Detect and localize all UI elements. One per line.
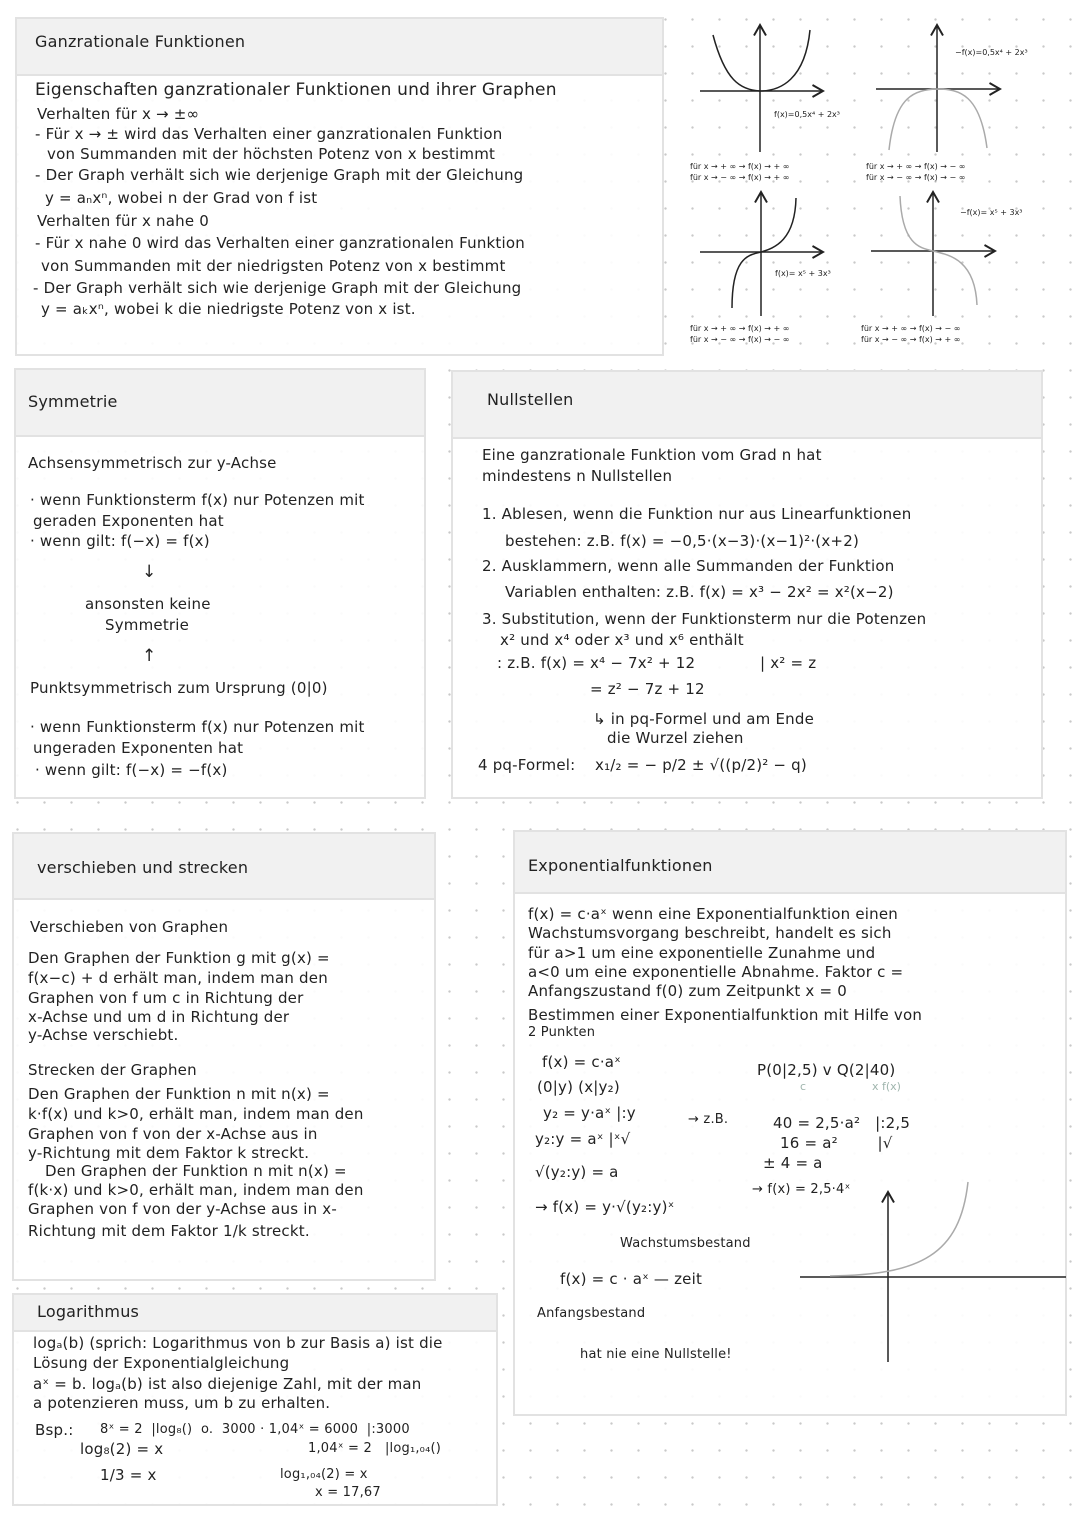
text-line: P(0|2,5) v Q(2|40)	[757, 1061, 896, 1079]
text-line: Wachstumsbestand	[620, 1236, 751, 1251]
graph-label: f(x)=0,5x⁴ + 2x³	[774, 110, 840, 119]
text-line: 2. Ausklammern, wenn alle Summanden der Funktion	[482, 557, 895, 575]
text-line: k·f(x) und k>0, erhält man, indem man den	[28, 1105, 364, 1123]
text-line: 1,04ˣ = 2 |log₁,₀₄()	[308, 1441, 442, 1456]
text-line: Punktsymmetrisch zum Ursprung (0|0)	[30, 679, 328, 697]
text-line: · wenn gilt: f(−x) = f(x)	[30, 532, 210, 550]
curve-quartic	[713, 30, 810, 91]
text-line: | x² = z	[760, 654, 817, 672]
text-line: bestehen: z.B. f(x) = −0,5·(x−3)·(x−1)²·(x+2)	[505, 532, 859, 550]
section-title: verschieben und strecken	[37, 858, 249, 877]
arrow-down-icon: ↓	[142, 562, 157, 582]
text-line: x-Achse und um d in Richtung der	[28, 1008, 290, 1026]
text-line: y₂ = y·aˣ |:y	[543, 1104, 636, 1122]
text-line: hat nie eine Nullstelle!	[580, 1347, 732, 1362]
text-line: Verhalten für x nahe 0	[37, 212, 209, 230]
text-line: · wenn Funktionsterm f(x) nur Potenzen mit	[30, 491, 365, 509]
graph-limit-row: für x → − ∞ → f(x) → + ∞	[690, 173, 790, 182]
section-title: Logarithmus	[37, 1302, 140, 1321]
text-line: f(x−c) + d erhält man, indem man den	[28, 969, 328, 987]
text-line: (0|y) (x|y₂)	[537, 1078, 620, 1096]
section-title: Exponentialfunktionen	[528, 856, 713, 875]
text-line: ungeraden Exponenten hat	[33, 739, 244, 757]
text-line: - Für x nahe 0 wird das Verhalten einer ganzrationalen Funktion	[35, 234, 525, 252]
text-line: → z.B.	[688, 1112, 729, 1127]
text-line: Anfangsbestand	[537, 1306, 646, 1321]
graph-label: f(x)= x⁵ + 3x³	[775, 269, 831, 278]
text-line: Anfangszustand f(0) zum Zeitpunkt x = 0	[528, 982, 847, 1000]
text-line: x² und x⁴ oder x³ und x⁶ enthält	[500, 631, 744, 649]
text-line: geraden Exponenten hat	[33, 512, 224, 530]
text-line: y = aₖxⁿ, wobei k die niedrigste Potenz von x ist.	[41, 300, 416, 318]
text-line: x = 17,67	[315, 1485, 381, 1500]
pq-formula: x₁/₂ = − p/2 ± √((p/2)² − q)	[595, 756, 807, 774]
text-line: f(x) = c·aˣ wenn eine Exponentialfunktion einen	[528, 905, 899, 923]
text-line: = z² − 7z + 12	[590, 680, 705, 698]
text-line: Den Graphen der Funktion g mit g(x) =	[28, 949, 330, 967]
text-line: Achsensymmetrisch zur y-Achse	[28, 454, 277, 472]
text-line: - Der Graph verhält sich wie derjenige Graph mit der Gleichung	[33, 279, 522, 297]
text-line: von Summanden mit der höchsten Potenz von x bestimmt	[47, 145, 496, 163]
text-line: Eine ganzrationale Funktion vom Grad n hat	[482, 446, 822, 464]
text-line: y₂:y = aˣ |ˣ√	[535, 1130, 631, 1148]
graph-limit-row: für x → + ∞ → f(x) → − ∞	[866, 162, 966, 171]
text-line: Verschieben von Graphen	[30, 918, 229, 936]
text-line: 4 pq-Formel:	[478, 756, 576, 774]
text-line: aˣ = b. logₐ(b) ist also diejenige Zahl, mit der man	[33, 1375, 422, 1393]
text-line: Symmetrie	[105, 616, 190, 634]
graph-limit-row: für x → − ∞ → f(x) → − ∞	[690, 335, 790, 344]
text-line: a<0 um eine exponentielle Abnahme. Faktor c =	[528, 963, 904, 981]
text-line: mindestens n Nullstellen	[482, 467, 673, 485]
text-line: y-Achse verschiebt.	[28, 1026, 179, 1044]
text-line: Den Graphen der Funktion n mit n(x) =	[45, 1162, 347, 1180]
text-line: a potenzieren muss, um b zu erhalten.	[33, 1394, 331, 1412]
text-line: Bestimmen einer Exponentialfunktion mit Hilfe von	[528, 1006, 923, 1024]
text-line: Graphen von f von der x-Achse aus in	[28, 1125, 318, 1143]
graph-label: −f(x)= x⁵ + 3x³	[960, 208, 1023, 217]
text-line: - Für x → ± wird das Verhalten einer ganzrationalen Funktion	[35, 125, 503, 143]
text-line: · wenn gilt: f(−x) = −f(x)	[35, 761, 228, 779]
text-line: log₈(2) = x	[80, 1440, 164, 1458]
text-line: f(k·x) und k>0, erhält man, indem man den	[28, 1181, 364, 1199]
curve-neg-quartic	[889, 89, 987, 150]
text-line: log₁,₀₄(2) = x	[280, 1467, 368, 1482]
text-line: Eigenschaften ganzrationaler Funktionen und ihrer Graphen	[35, 80, 557, 100]
text-line: Wachstumsvorgang beschreibt, handelt es sich	[528, 924, 892, 942]
text-line: Den Graphen der Funktion n mit n(x) =	[28, 1085, 330, 1103]
text-line: f(x) = c · aˣ — zeit	[560, 1270, 703, 1288]
text-line: y = aₙxⁿ, wobei n der Grad von f ist	[45, 189, 318, 207]
text-line: : z.B. f(x) = x⁴ − 7x² + 12	[497, 654, 696, 672]
graph-limit-row: für x → − ∞ → f(x) → + ∞	[861, 335, 961, 344]
text-line: 2 Punkten	[528, 1025, 596, 1040]
text-line: Strecken der Graphen	[28, 1061, 197, 1079]
graph-limit-row: für x → − ∞ → f(x) → − ∞	[866, 173, 966, 182]
section-title: Symmetrie	[28, 392, 118, 411]
text-line: von Summanden mit der niedrigsten Potenz von x bestimmt	[41, 257, 506, 275]
text-line: f(x) = c·aˣ	[542, 1053, 622, 1071]
text-line: Lösung der Exponentialgleichung	[33, 1354, 290, 1372]
text-line: ↳ in pq-Formel und am Ende	[593, 710, 814, 728]
graph-limit-row: für x → + ∞ → f(x) → + ∞	[690, 162, 790, 171]
text-line: Graphen von f von der y-Achse aus in x-	[28, 1200, 337, 1218]
text-line: y-Richtung mit dem Faktor k streckt.	[28, 1144, 310, 1162]
text-line: → f(x) = y·√(y₂:y)ˣ	[535, 1198, 675, 1216]
text-line: Verhalten für x → ±∞	[37, 105, 200, 123]
graph-label: −f(x)=0,5x⁴ + 2x³	[955, 48, 1028, 57]
text-line: · wenn Funktionsterm f(x) nur Potenzen mit	[30, 718, 365, 736]
text-line: Graphen von f um c in Richtung der	[28, 989, 304, 1007]
text-line: für a>1 um eine exponentielle Zunahme und	[528, 944, 876, 962]
text-line: 8ˣ = 2 |log₈() o. 3000 · 1,04ˣ = 6000 |:3000	[100, 1422, 410, 1437]
text-line: ± 4 = a	[763, 1154, 823, 1172]
text-line: Richtung mit dem Faktor 1/k streckt.	[28, 1222, 310, 1240]
text-line: Variablen enthalten: z.B. f(x) = x³ − 2x² = x²(x−2)	[505, 583, 894, 601]
graph-limit-row: für x → + ∞ → f(x) → + ∞	[690, 324, 790, 333]
text-line: - Der Graph verhält sich wie derjenige Graph mit der Gleichung	[35, 166, 524, 184]
text-line: 1/3 = x	[100, 1466, 157, 1484]
section-title: Ganzrationale Funktionen	[35, 32, 246, 51]
text-line: Bsp.:	[35, 1421, 74, 1439]
text-line: 1. Ablesen, wenn die Funktion nur aus Linearfunktionen	[482, 505, 912, 523]
curve-quintic	[732, 198, 796, 308]
text-line: ansonsten keine	[85, 595, 211, 613]
annotation: c	[800, 1080, 807, 1093]
arrow-up-icon: ↑	[142, 646, 157, 666]
text-line: 3. Substitution, wenn der Funktionsterm nur die Potenzen	[482, 610, 927, 628]
annotation: x f(x)	[872, 1080, 901, 1093]
text-line: √(y₂:y) = a	[535, 1163, 619, 1181]
graph-limit-row: für x → + ∞ → f(x) → − ∞	[861, 324, 961, 333]
text-line: → f(x) = 2,5·4ˣ	[752, 1182, 851, 1197]
text-line: die Wurzel ziehen	[607, 729, 744, 747]
text-line: logₐ(b) (sprich: Logarithmus von b zur Basis a) ist die	[33, 1334, 443, 1352]
section-title: Nullstellen	[487, 390, 574, 409]
text-line: 16 = a² |√	[780, 1134, 893, 1152]
text-line: 40 = 2,5·a² |:2,5	[773, 1114, 911, 1132]
